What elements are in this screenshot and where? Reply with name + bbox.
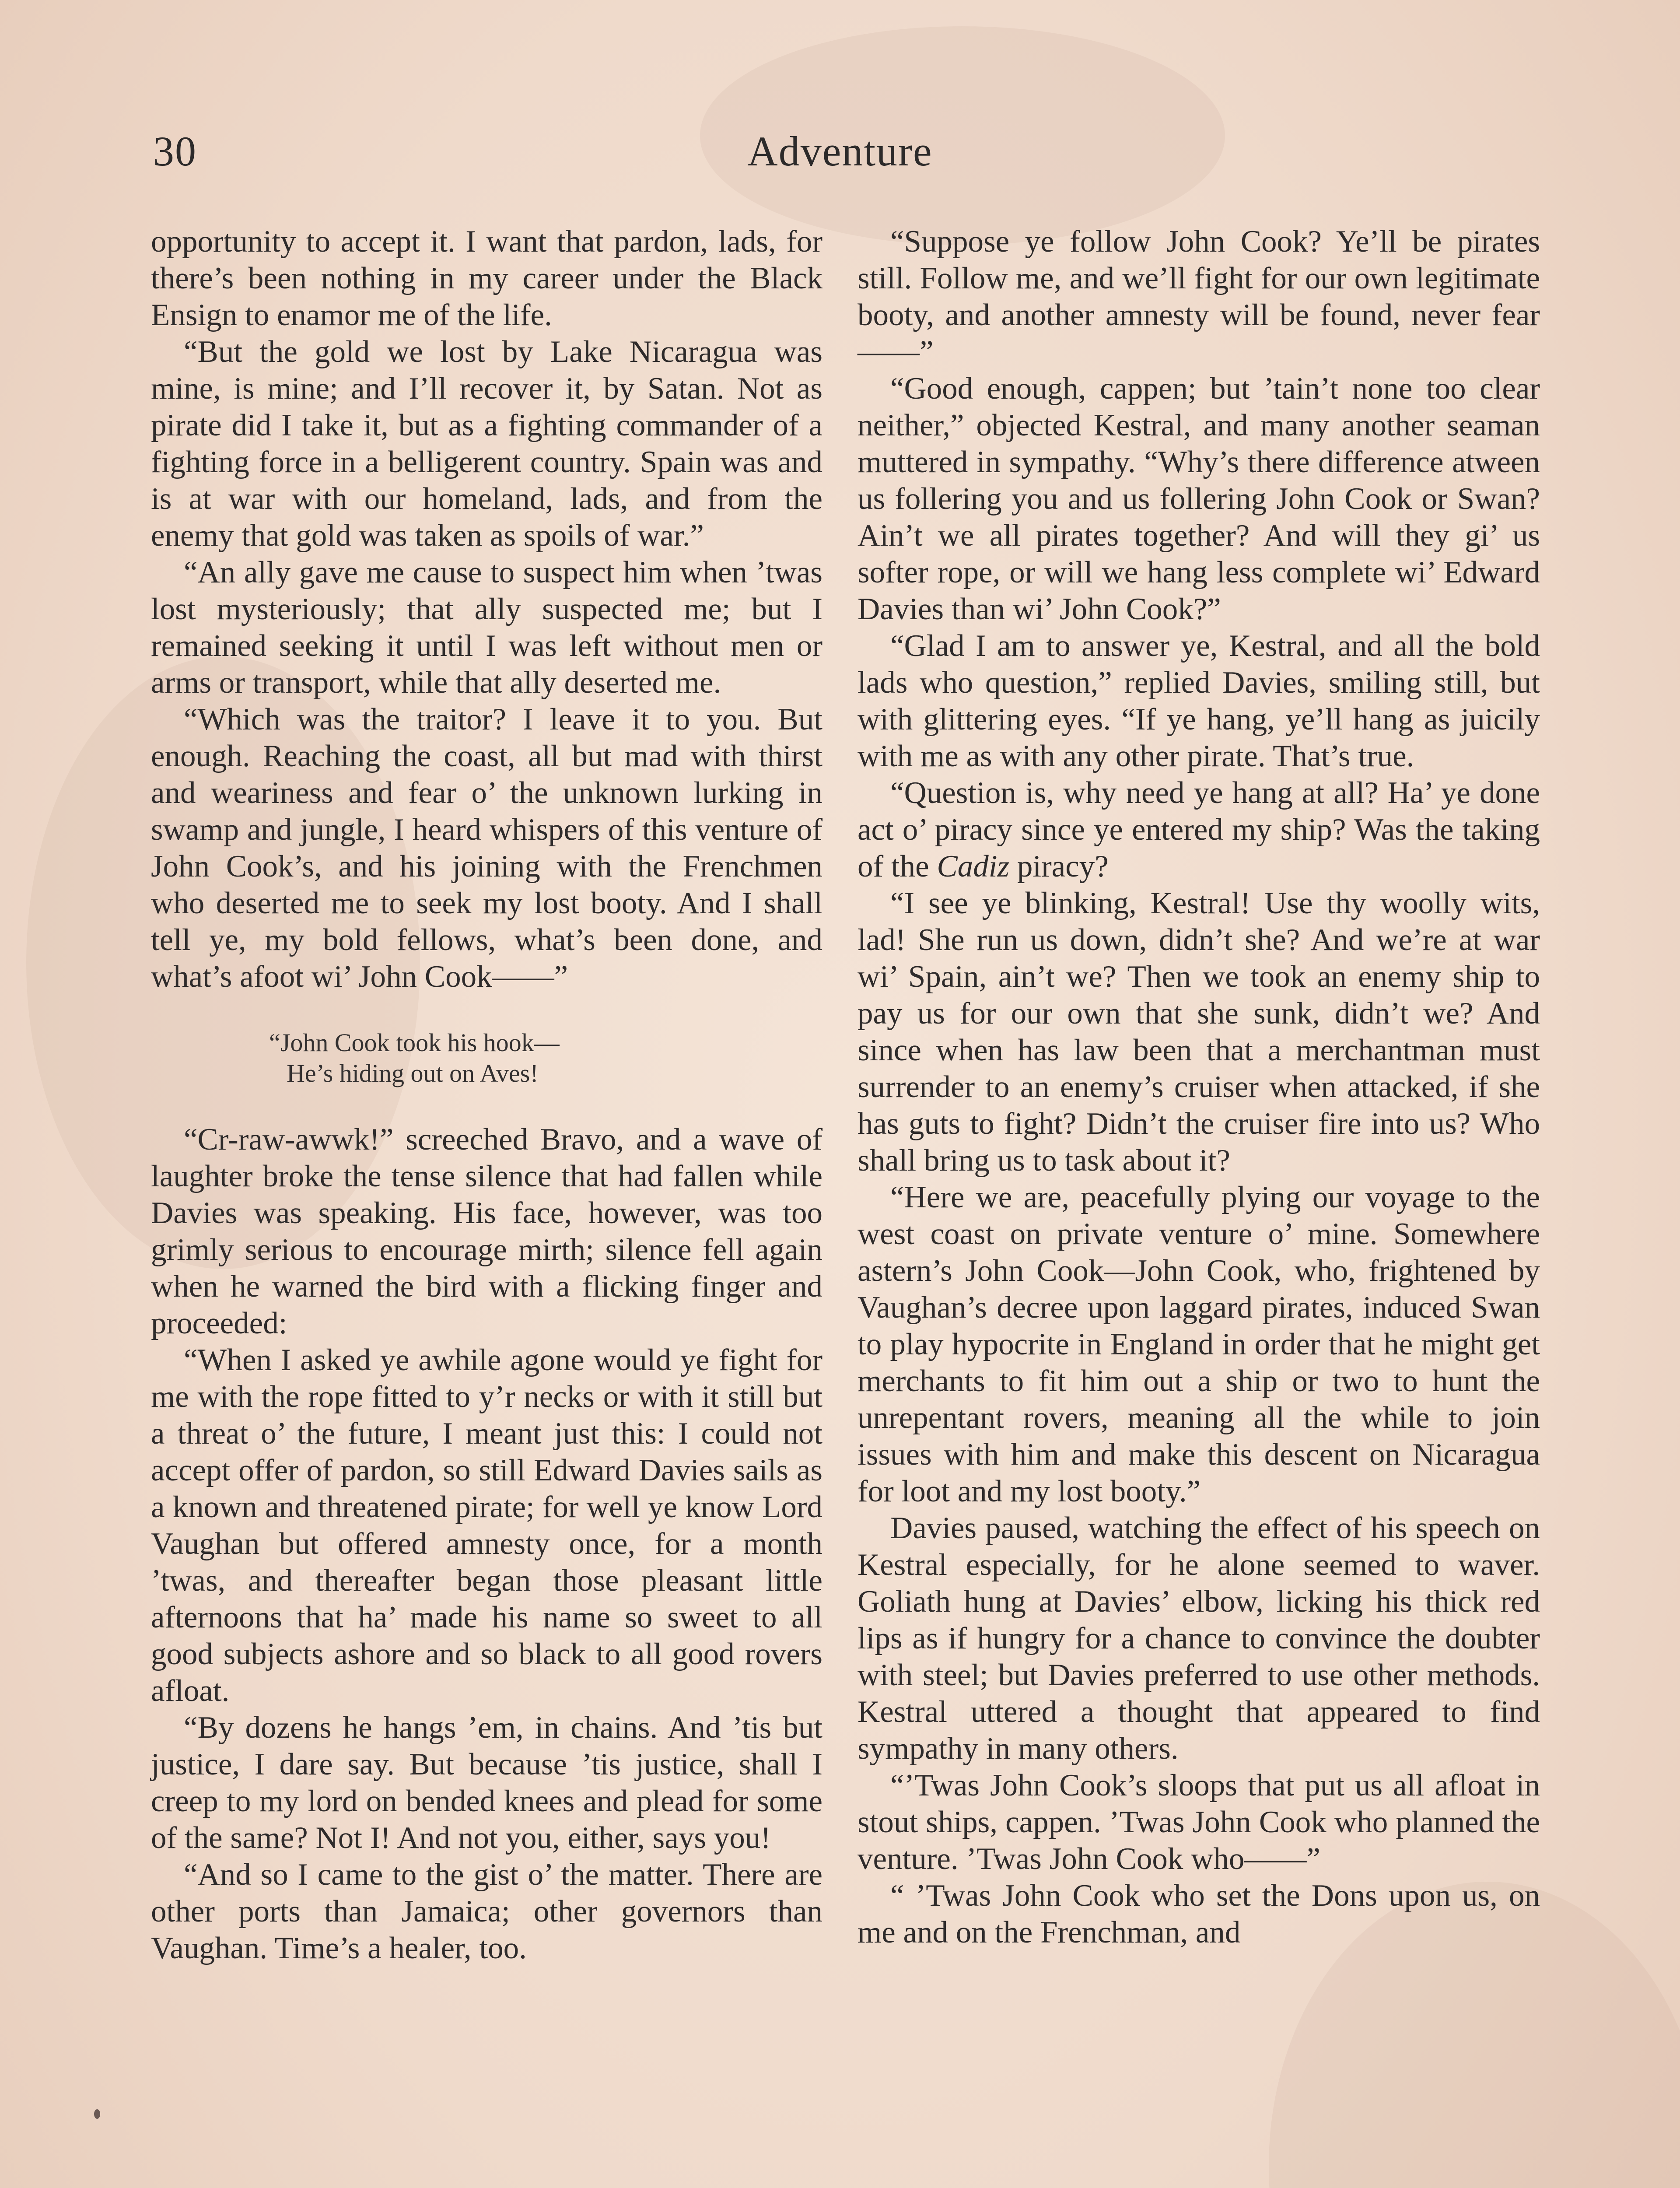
paragraph: “’Twas John Cook’s sloops that put us all afloat in stout ships, cappen. ’Twas John Cook who planned the venture. ’Twas John Cook who——” [858, 1768, 1540, 1876]
paragraph: “When I asked ye awhile agone would ye fight for me with the rope fitted to y’r necks or with it still but a threat o’ the future, I meant just this: I could not accept offer of pardon, so still Edward Davies sails as a known and threatened pirate; for well ye know Lord Vaughan but offered amnesty once, for a month ’twas, and thereafter began those pleasant little afternoons that ha’ made his name so sweet to all good subjects ashore and so black to all good rovers afloat. [151, 1343, 822, 1708]
paragraph: “Good enough, cappen; but ’tain’t none too clear neither,” objected Kestral, and many another seaman muttered in sympathy. “Why’s there difference atween us follering you and us follering John Cook or Swan? Ain’t we all pirates together? And will they gi’ us softer rope, or will we hang less complete wi’ Edward Davies than wi’ John Cook?” [858, 372, 1540, 626]
verse-quote [269, 1027, 822, 1089]
ship-name: Cadiz [937, 849, 1010, 884]
paragraph: “ ’Twas John Cook who set the Dons upon us, on me and on the Frenchman, and [858, 1879, 1540, 1950]
ink-speck [94, 2109, 100, 2119]
paragraph: “I see ye blinking, Kestral! Use thy woolly wits, lad! She run us down, didn’t she? And we’re at war wi’ Spain, ain’t we? Then we took an enemy ship to pay us for our own that she sunk, didn’t we? And since when has law been that a merchantman must surrender to an enemy’s cruiser when attacked, if she has guts to fight? Didn’t the cruiser fire into us? Who shall bring us to task about it? [858, 886, 1540, 1178]
verse-line: He’s hiding out on Aves! [287, 1059, 539, 1087]
paragraph: “Suppose ye follow John Cook? Ye’ll be pirates still. Follow me, and we’ll fight for our own legitimate booty, and another amnesty will be found, never fear——” [858, 224, 1540, 369]
left-column [151, 223, 822, 1967]
right-column [858, 223, 1540, 1951]
paragraph: “An ally gave me cause to suspect him when ’twas lost mysteriously; that ally suspected me; but I remained seeking it until I was left without men or arms or transport, while that ally deserted me. [151, 555, 822, 700]
verse-line: “John Cook took his hook— [269, 1028, 560, 1057]
paragraph: opportunity to accept it. I want that pardon, lads, for there’s been nothing in my career under the Black Ensign to enamor me of the life. [151, 224, 822, 332]
magazine-title: Adventure [747, 128, 933, 175]
paragraph: “Cr-raw-awwk!” screeched Bravo, and a wave of laughter broke the tense silence that had fallen while Davies was speaking. His face, however, was too grimly serious to encourage mirth; silence fell again when he warned the bird with a flicking finger and proceeded: [151, 1122, 822, 1340]
paragraph-text: “Question is, why need ye hang at all? Ha’ ye done act o’ piracy since ye entered my ship? Was the taking of the [858, 776, 1540, 884]
paragraph: “Which was the traitor? I leave it to you. But enough. Reaching the coast, all but mad with thirst and weariness and fear o’ the unknown lurking in swamp and jungle, I heard whispers of this venture of John Cook’s, and his joining with the Frenchmen who deserted me to seek my lost booty. And I shall tell ye, my bold fellows, what’s been done, and what’s afoot wi’ John Cook——” [151, 702, 822, 994]
paragraph [858, 775, 1540, 885]
page-number: 30 [153, 128, 197, 175]
paragraph-text: piracy? [1009, 849, 1109, 884]
paragraph: Davies paused, watching the effect of his speech on Kestral especially, for he alone seemed to waver. Goliath hung at Davies’ elbow, licking his thick red lips as if hungry for a chance to convince the doubter with steel; but Davies preferred to use other methods. Kestral uttered a thought that appeared to find sympathy in many others. [858, 1511, 1540, 1766]
paragraph: “Here we are, peacefully plying our voyage to the west coast on private venture o’ mine. Somewhere astern’s John Cook—John Cook, who, frightened by Vaughan’s decree upon laggard pirates, induced Swan to play hypocrite in England in order that he might get merchants to fit him out a ship or two to hunt the unrepentant rovers, meaning all the while to join issues with him and make this descent on Nicaragua for loot and my lost booty.” [858, 1180, 1540, 1508]
paragraph: “And so I came to the gist o’ the matter. There are other ports than Jamaica; other governors than Vaughan. Time’s a healer, too. [151, 1858, 822, 1965]
paragraph: “By dozens he hangs ’em, in chains. And ’tis but justice, I dare say. But because ’tis justice, shall I creep to my lord on bended knees and plead for some of the same? Not I! And not you, either, says you! [151, 1711, 822, 1855]
paragraph: “But the gold we lost by Lake Nicaragua was mine, is mine; and I’ll recover it, by Satan. Not as pirate did I take it, but as a fighting commander of a fighting force in a belligerent country. Spain was and is at war with our homeland, lads, and from the enemy that gold was taken as spoils of war.” [151, 335, 822, 553]
paragraph: “Glad I am to answer ye, Kestral, and all the bold lads who question,” replied Davies, smiling still, but with glittering eyes. “If ye hang, ye’ll hang as juicily with me as with any other pirate. That’s true. [858, 629, 1540, 773]
